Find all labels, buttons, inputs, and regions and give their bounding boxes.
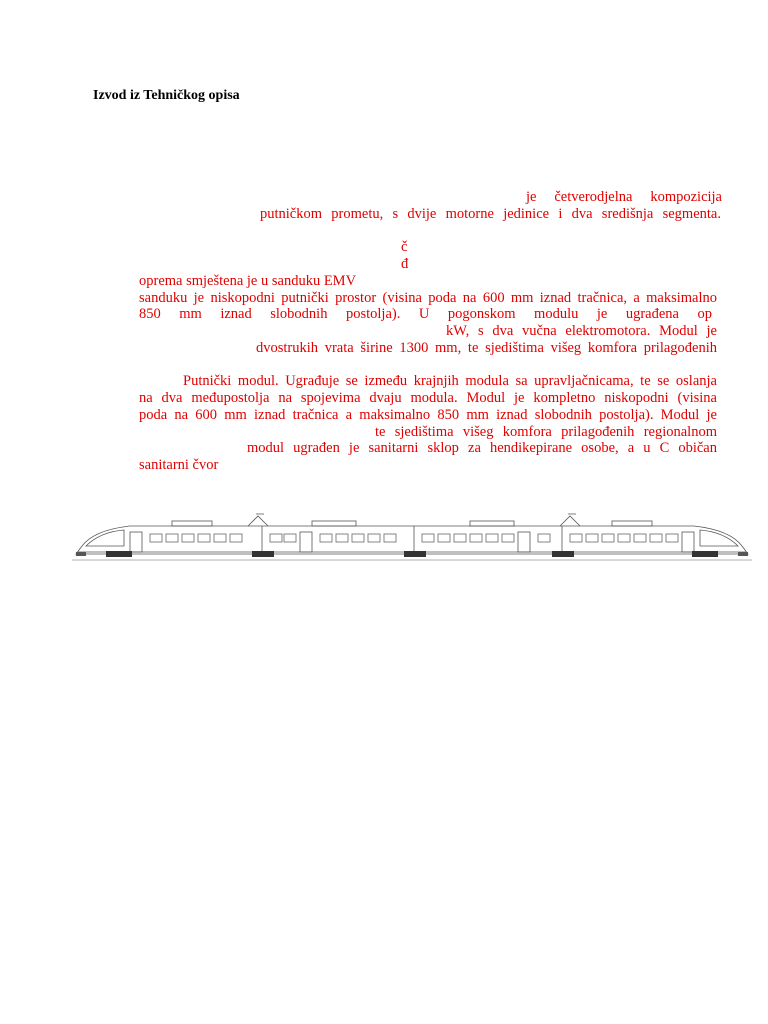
text-line: 850 mm iznad slobodnih postolja). U pogonskom modulu je ugrađena op: [139, 306, 712, 322]
text-line: Putnički modul. Ugrađuje se između krajnjih modula sa upravljačnicama, te se oslanja: [183, 373, 717, 389]
text-line: č: [401, 239, 408, 255]
text-line: đ: [401, 256, 409, 272]
text-line: te sjedištima višeg komfora prilagođenih regionalnom: [375, 424, 717, 440]
train-illustration: [72, 506, 752, 566]
text-line: modul ugrađen je sanitarni sklop za hendikepirane osobe, a u C običan: [247, 440, 717, 456]
text-line: dvostrukih vrata širine 1300 mm, te sjedištima višeg komfora prilagođenih: [256, 340, 717, 356]
text-line: na dva međupostolja na spojevima dvaju modula. Modul je kompletno niskopodni (visina: [139, 390, 717, 406]
text-line: poda na 600 mm iznad tračnica a maksimalno 850 mm iznad slobodnih postolja). Modul je: [139, 407, 717, 423]
text-line: putničkom prometu, s dvije motorne jedinice i dva središnja segmenta.: [260, 206, 721, 222]
text-line: sanduku je niskopodni putnički prostor (visina poda na 600 mm iznad tračnica, a maksimalno: [139, 290, 717, 306]
text-line: je četverodjelna kompozicija: [526, 189, 722, 205]
text-line: kW, s dva vučna elektromotora. Modul je: [446, 323, 717, 339]
document-title: Izvod iz Tehničkog opisa: [93, 88, 240, 103]
text-line: sanitarni čvor: [139, 457, 219, 473]
text-line: oprema smještena je u sanduku EMV: [139, 273, 357, 289]
